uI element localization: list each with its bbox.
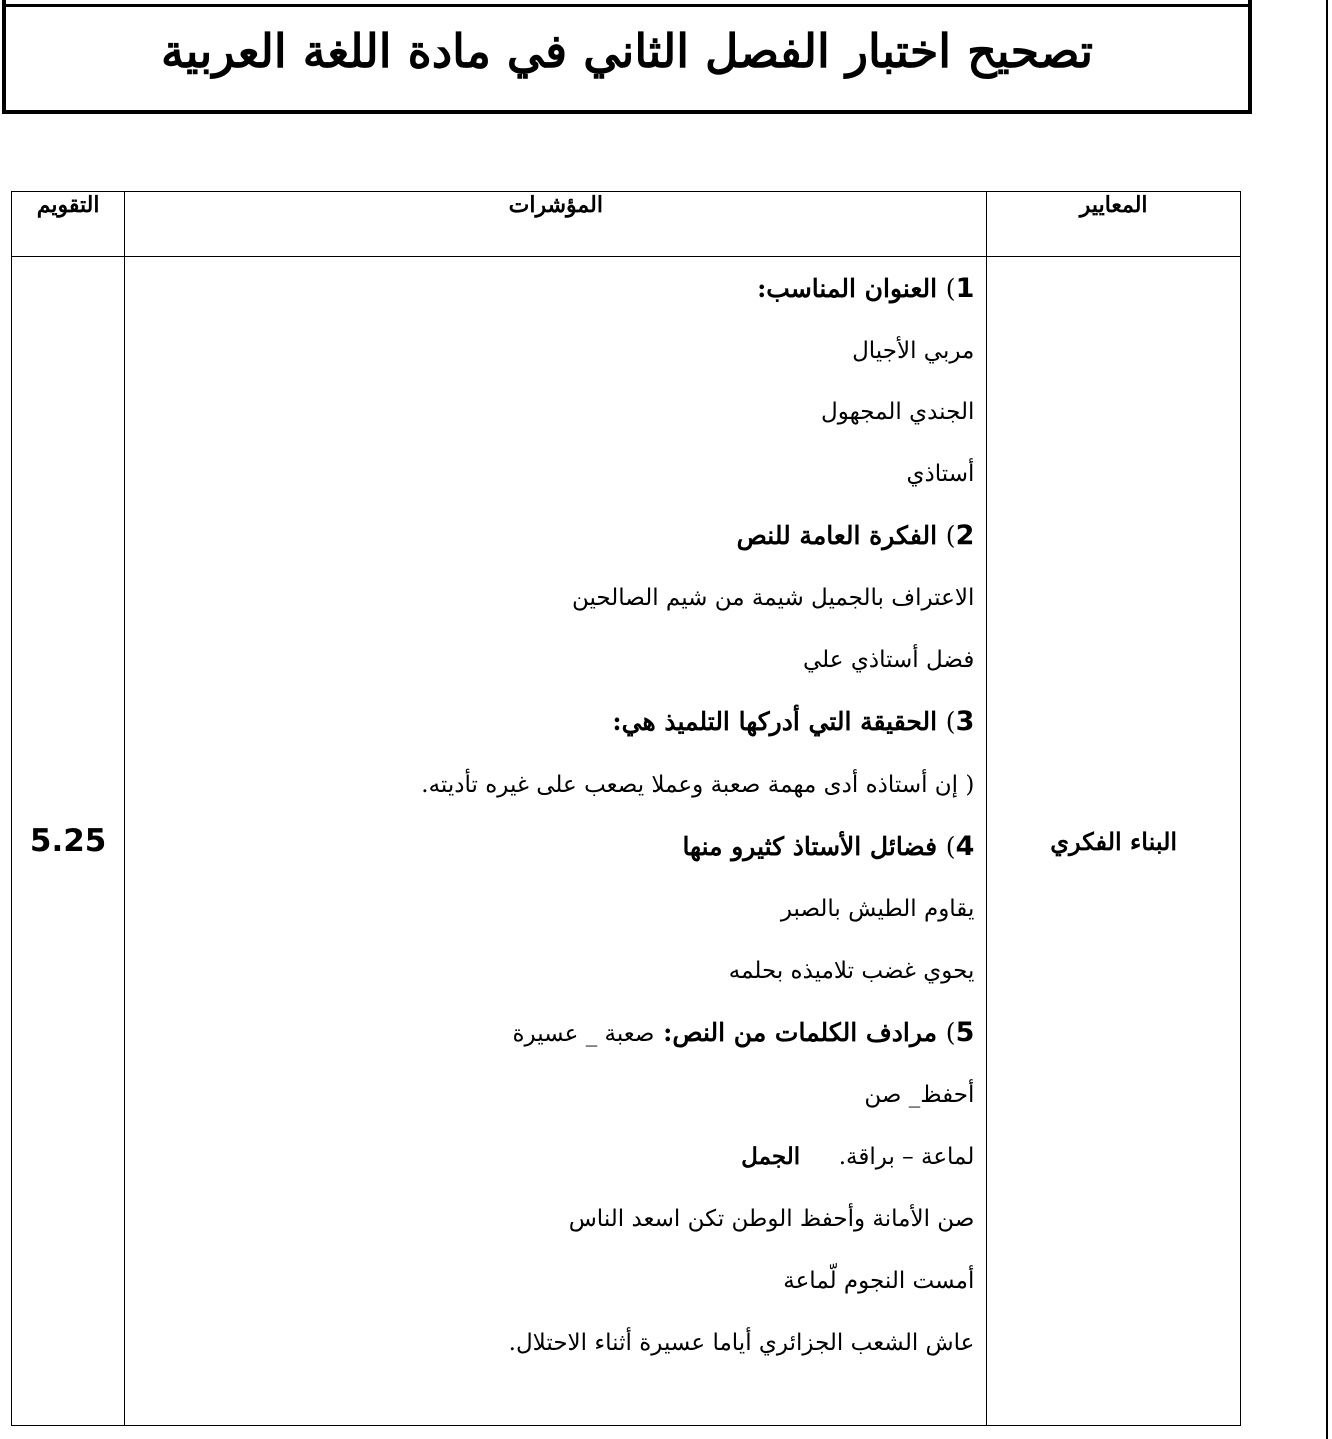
question-title: الفكرة العامة للنص: [736, 521, 938, 550]
synonym-line: [741, 1142, 974, 1172]
sentence-line: صن الأمانة وأحفظ الوطن تكن اسعد الناس: [568, 1206, 975, 1232]
question-title: فضائل الأستاذ كثيرو منها: [682, 832, 938, 861]
question-title: مرادف الكلمات من النص:: [663, 1018, 938, 1047]
question-1: 1) العنوان المناسب:: [757, 273, 975, 304]
sentences-label: الجمل: [741, 1143, 801, 1170]
question-3: 3) الحقيقة التي أدركها التلميذ هي:: [612, 706, 975, 737]
page-edge-rule: [1326, 0, 1328, 1439]
header-evaluation: التقويم: [12, 192, 125, 257]
question-number: 3: [955, 706, 975, 737]
synonym-text: لماعة – براقة.: [838, 1144, 975, 1170]
question-inline-answer: صعبة _ عسيرة: [512, 1021, 655, 1047]
question-number: 5: [955, 1017, 975, 1048]
page-title: تصحيح اختبار الفصل الثاني في مادة اللغة العربية: [160, 24, 1094, 78]
header-criteria: المعايير: [987, 192, 1241, 257]
question-number: 2: [955, 520, 975, 551]
answer-line: مربي الأجيال: [852, 338, 975, 364]
answer-line: يقاوم الطيش بالصبر: [780, 896, 975, 922]
question-title: العنوان المناسب:: [757, 274, 938, 303]
table-row: [12, 257, 1241, 1426]
answer-line: يحوي غضب تلاميذه بحلمه: [728, 958, 975, 984]
question-5: 5) مرادف الكلمات من النص: صعبة _ عسيرة: [512, 1017, 975, 1048]
answer-line: فضل أستاذي علي: [803, 647, 975, 673]
correction-table: [11, 191, 1241, 1426]
question-2: 2) الفكرة العامة للنص: [736, 520, 975, 551]
question-title: الحقيقة التي أدركها التلميذ هي:: [612, 707, 938, 736]
answer-line: الاعتراف بالجميل شيمة من شيم الصالحين: [571, 585, 975, 611]
title-frame: [2, 0, 1252, 114]
sentence-line: عاش الشعب الجزائري أياما عسيرة أثناء الاحتلال.: [508, 1330, 975, 1356]
question-number: 1: [955, 273, 975, 304]
answer-line: ( إن أستاذه أدى مهمة صعبة وعملا يصعب على غيره تأديته.: [421, 772, 975, 798]
sentence-line: أمست النجوم لّماعة: [783, 1268, 975, 1294]
question-number: 4: [955, 831, 975, 862]
score-cell: 5.25: [12, 257, 125, 1426]
answer-line: الجندي المجهول: [821, 399, 975, 425]
question-4: 4) فضائل الأستاذ كثيرو منها: [682, 831, 975, 862]
indicators-cell: [125, 257, 987, 1426]
table-header-row: [12, 192, 1241, 257]
criterion-cell: البناء الفكري: [987, 257, 1241, 1426]
header-indicators: المؤشرات: [125, 192, 987, 257]
answer-line: أحفظ_ صن: [864, 1082, 975, 1108]
answer-line: أستاذي: [906, 461, 975, 487]
